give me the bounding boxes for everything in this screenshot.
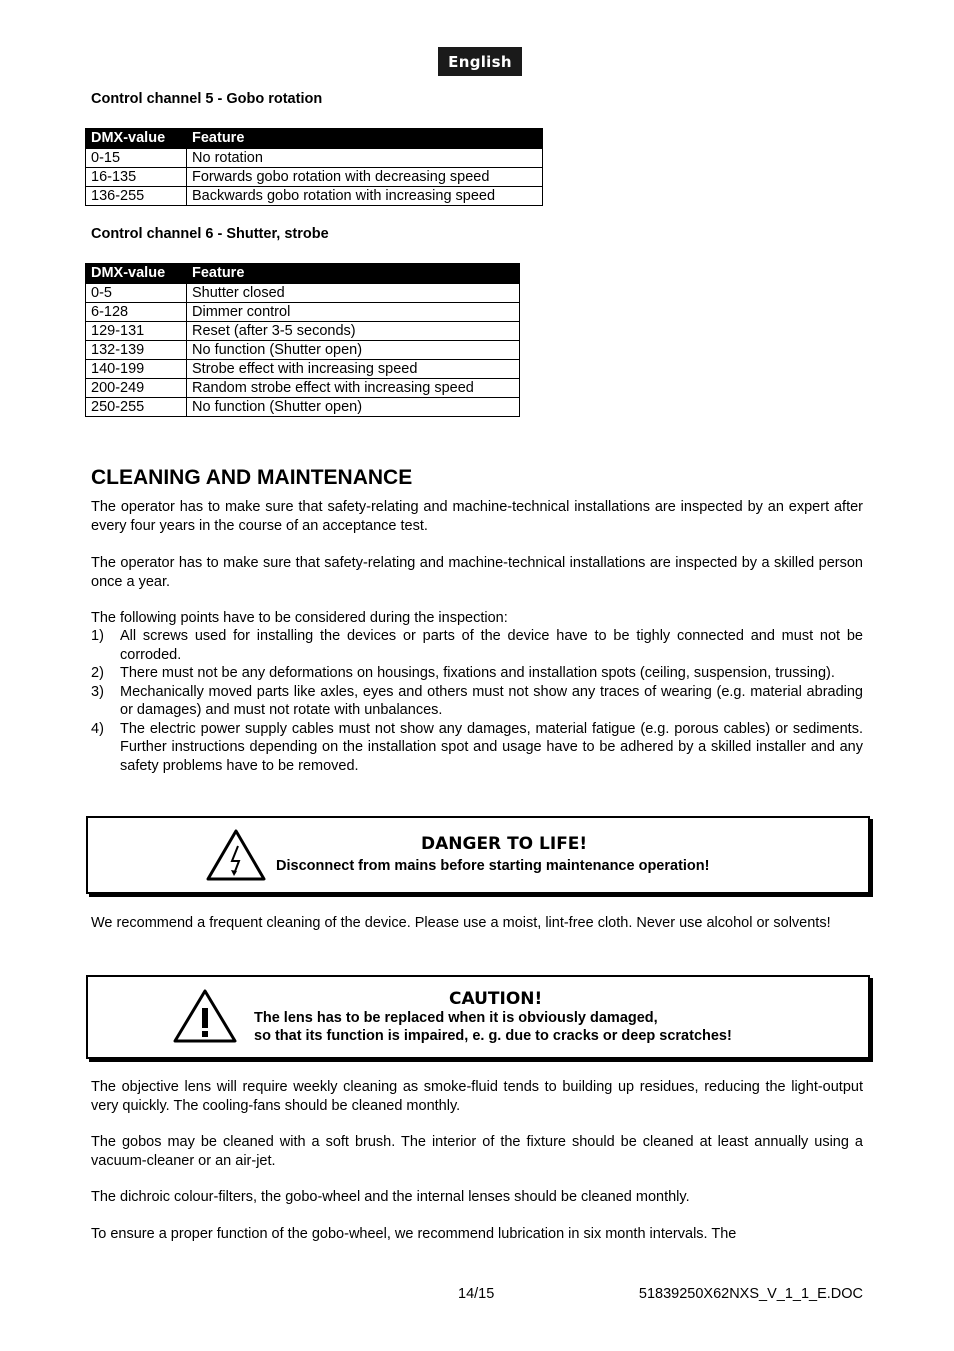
- paragraph-expert-inspection: The operator has to make sure that safety-relating and machine-technical installations are inspected by an expert after every four years in the course of an acceptance test.: [91, 499, 863, 534]
- caution-title: CAUTION!: [449, 989, 543, 1009]
- paragraph-cleaning-recommendation: We recommend a frequent cleaning of the device. Please use a moist, lint-free cloth. Never use alcohol or solvents!: [91, 915, 831, 931]
- feature-cell: Shutter closed: [187, 284, 520, 303]
- list-number: 4): [91, 720, 104, 737]
- feature-cell: Dimmer control: [187, 303, 520, 322]
- danger-title: DANGER TO LIFE!: [421, 834, 588, 854]
- dmx-value-cell: 136-255: [86, 187, 187, 206]
- paragraph-filter-cleaning: The dichroic colour-filters, the gobo-wheel and the internal lenses should be cleaned monthly.: [91, 1189, 690, 1205]
- table-row: [86, 168, 543, 187]
- channel6-title: Control channel 6 - Shutter, strobe: [91, 226, 329, 242]
- danger-warning-box: [86, 816, 870, 894]
- inspection-list: [91, 627, 863, 775]
- paragraph-lubrication: To ensure a proper function of the gobo-wheel, we recommend lubrication in six month intervals. The: [91, 1226, 737, 1242]
- section-heading: CLEANING AND MAINTENANCE: [91, 466, 413, 489]
- dmx-value-cell: 140-199: [86, 360, 187, 379]
- list-text: The electric power supply cables must not show any damages, material fatigue (e.g. porous cables) or sediments. Further instructions depending on the installation spot and usage have to be adhered by a skilled installer and any safety problems have to be removed.: [120, 720, 863, 774]
- table-row: [86, 360, 520, 379]
- list-text: Mechanically moved parts like axles, eyes and others must not show any traces of wearing (e.g. material abrading or damages) and must not rotate with unbalances.: [120, 683, 863, 718]
- table-header-row: [86, 129, 543, 149]
- caution-warning-box: [86, 975, 870, 1059]
- list-number: 2): [91, 665, 104, 681]
- dmx-value-cell: 6-128: [86, 303, 187, 322]
- dmx-value-cell: 16-135: [86, 168, 187, 187]
- exclamation-warning-icon: [172, 988, 238, 1044]
- column-header-feature: Feature: [187, 129, 543, 149]
- danger-text: Disconnect from mains before starting maintenance operation!: [276, 858, 710, 874]
- caution-line-1: The lens has to be replaced when it is obviously damaged,: [254, 1010, 658, 1026]
- list-text: There must not be any deformations on housings, fixations and installation spots (ceiling, suspension, trussing).: [120, 665, 835, 681]
- feature-cell: No function (Shutter open): [187, 341, 520, 360]
- feature-cell: Backwards gobo rotation with increasing speed: [187, 187, 543, 206]
- dmx-value-cell: 0-5: [86, 284, 187, 303]
- table-row: [86, 187, 543, 206]
- channel5-table: [85, 128, 543, 206]
- table-row: [86, 284, 520, 303]
- high-voltage-icon: [205, 828, 267, 882]
- list-item: [91, 627, 863, 664]
- dmx-value-cell: 0-15: [86, 149, 187, 168]
- feature-cell: Strobe effect with increasing speed: [187, 360, 520, 379]
- caution-line-2: so that its function is impaired, e. g. due to cracks or deep scratches!: [254, 1028, 732, 1044]
- feature-cell: Random strobe effect with increasing speed: [187, 379, 520, 398]
- list-item: [91, 683, 863, 720]
- column-header-dmx: DMX-value: [86, 129, 187, 149]
- feature-cell: No function (Shutter open): [187, 398, 520, 417]
- dmx-value-cell: 250-255: [86, 398, 187, 417]
- table-row: [86, 149, 543, 168]
- paragraph-yearly-inspection: The operator has to make sure that safety-relating and machine-technical installations are inspected by a skilled person once a year.: [91, 555, 863, 590]
- list-item: [91, 664, 863, 683]
- page-number: 14/15: [458, 1286, 495, 1302]
- dmx-value-cell: 129-131: [86, 322, 187, 341]
- channel6-table: [85, 263, 520, 417]
- column-header-dmx: DMX-value: [86, 264, 187, 284]
- table-row: [86, 379, 520, 398]
- paragraph-gobo-cleaning: The gobos may be cleaned with a soft brush. The interior of the fixture should be cleaned at least annually using a vacuum-cleaner or an air-jet.: [91, 1134, 863, 1169]
- dmx-value-cell: 200-249: [86, 379, 187, 398]
- dmx-value-cell: 132-139: [86, 341, 187, 360]
- table-row: [86, 341, 520, 360]
- table-row: [86, 322, 520, 341]
- list-item: [91, 720, 863, 776]
- feature-cell: No rotation: [187, 149, 543, 168]
- table-header-row: [86, 264, 520, 284]
- channel5-title: Control channel 5 - Gobo rotation: [91, 91, 323, 107]
- feature-cell: Reset (after 3-5 seconds): [187, 322, 520, 341]
- paragraph-inspection-points: The following points have to be considered during the inspection:: [91, 610, 508, 626]
- document-filename: 51839250X62NXS_V_1_1_E.DOC: [638, 1286, 863, 1302]
- language-badge: English: [438, 47, 522, 76]
- list-number: 1): [91, 628, 104, 644]
- column-header-feature: Feature: [187, 264, 520, 284]
- list-text: All screws used for installing the devices or parts of the device have to be tighly connected and must not be corroded.: [120, 628, 863, 663]
- list-number: 3): [91, 683, 104, 700]
- paragraph-lens-cleaning: The objective lens will require weekly cleaning as smoke-fluid tends to building up residues, reducing the light-output very quickly. The cooling-fans should be cleaned monthly.: [91, 1079, 863, 1114]
- feature-cell: Forwards gobo rotation with decreasing speed: [187, 168, 543, 187]
- table-row: [86, 303, 520, 322]
- table-row: [86, 398, 520, 417]
